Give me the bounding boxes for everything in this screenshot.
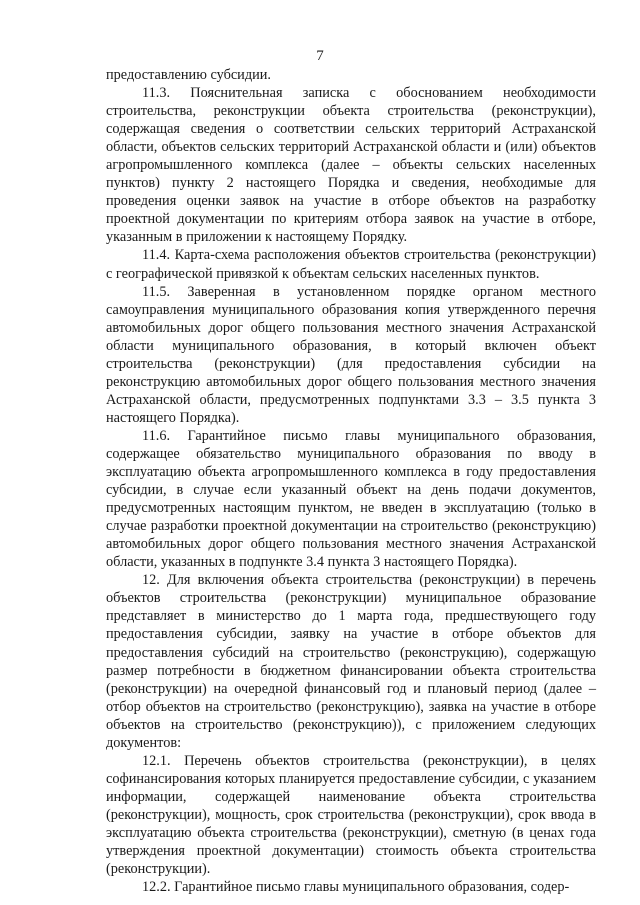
paragraph-12: 12. Для включения объекта строительства (реконструкции) в перечень объектов строительства (реконструкции) муниципальное образование представляет в министерство до 1 марта года, предшествующего году предоставления субсидии, заявку на участие в отборе объектов для предоставления субсидий на строительство (реконструкцию), содержащую размер потребности в бюджетном финансировании объекта строительства (реконструкции) на очередной финансовый год и плановый период (далее – отбор объектов на строительство (реконструкцию), заявка на участие в отборе объектов на строительство (реконструкцию)), с приложением следующих документов: xyxy=(106,572,596,751)
paragraph-11-5: 11.5. Заверенная в установленном порядке органом местного самоуправления муниципального образования копия утвержденного перечня автомобильных дорог общего пользования местного значения Астраханской области муниципального образования, в который включен объект строительства (реконструкции) (для предоставления субсидии на реконструкцию автомобильных дорог общего пользования местного значения Астраханской области, предусмотренных подпунктами 3.3 – 3.5 пункта 3 настоящего Порядка). xyxy=(106,283,596,426)
paragraph-continuation: предоставлению субсидии. xyxy=(106,67,271,83)
paragraph-11-3: 11.3. Пояснительная записка с обоснованием необходимости строительства, реконструкции объекта строительства (реконструкции), содержащая сведения о соответствии сельских территорий Астраханской области, объектов сельских территорий Астраханской области и (или) объектов агропромышленного комплекса (далее – объекты сельских населенных пунктов) пункту 2 настоящего Порядка и сведения, необходимые для проведения оценки заявок на участие в отборе объектов на разработку проектной документации по критериям отбора заявок на участие в отборе, указанным в приложении к настоящему Порядку. xyxy=(106,85,596,246)
paragraph-11-6: 11.6. Гарантийное письмо главы муниципального образования, содержащее обязательство муниципального образования по вводу в эксплуатацию объекта агропромышленного комплекса в году предоставления субсидии, в случае если указанный объект на день подачи документов, предусмотренных настоящим пунктом, не введен в эксплуатацию (только в случае разработки проектной документации на строительство (реконструкцию) автомобильных дорог общего пользования местного значения Астраханской области, указанных в подпункте 3.4 пункта 3 настоящего Порядка). xyxy=(106,427,596,571)
paragraph-11-4: 11.4. Карта-схема расположения объектов строительства (реконструкции) с географической привязкой к объектам сельских населенных пунктов. xyxy=(106,247,596,282)
paragraph-12-1: 12.1. Перечень объектов строительства (реконструкции), в целях софинансирования которых планируется предоставление субсидии, с указанием информации, содержащей наименование объекта строительства (реконструкции), мощность, срок строительства (реконструкции), срок ввода в эксплуатацию объекта строительства (реконструкции), сметную (в ценах года утверждения проектной документации) стоимость объекта строительства (реконструкции). xyxy=(106,752,596,878)
paragraph-12-2: 12.2. Гарантийное письмо главы муниципального образования, содер- xyxy=(142,879,570,896)
page-number: 7 xyxy=(316,48,324,64)
document-body xyxy=(106,66,596,896)
